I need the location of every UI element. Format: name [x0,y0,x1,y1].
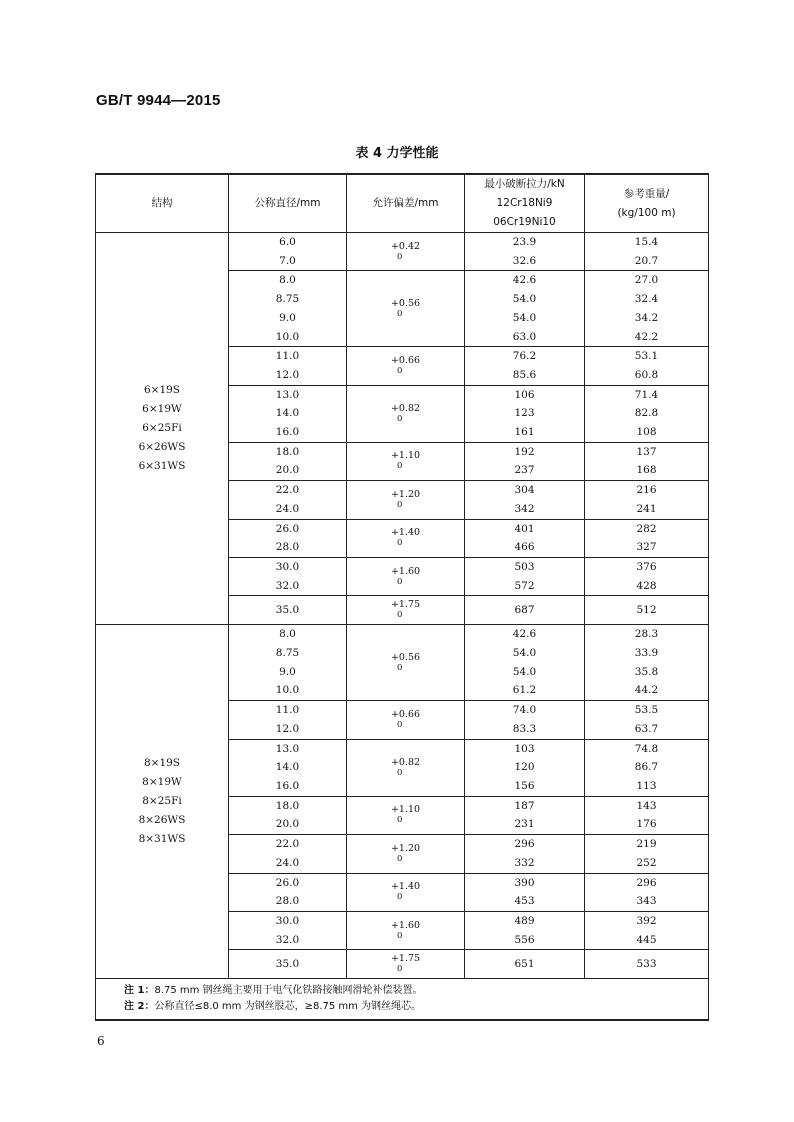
tolerance-value [391,356,420,376]
col-header-structure: 结构 [96,174,229,233]
diameter-cell: 24.0 [229,854,347,873]
breaking-force-cell: 687 [465,596,585,625]
tolerance-upper: +0.66 [390,354,421,366]
tolerance-lower: 0 [396,853,403,864]
breaking-force-cell: 63.0 [465,328,585,347]
structure-label: 8×25Fi [142,795,182,808]
tolerance-value [391,805,420,825]
table-note-1-label: 注 1： [124,985,155,997]
breaking-force-cell: 74.0 [465,701,585,720]
diameter-cell: 18.0 [229,796,347,815]
diameter-cell: 13.0 [229,385,347,404]
diameter-cell: 8.75 [229,644,347,663]
weight-cell: 60.8 [585,366,709,385]
breaking-force-cell: 54.0 [465,309,585,328]
diameter-cell: 11.0 [229,701,347,720]
tolerance-cell [347,625,465,701]
breaking-force-cell: 332 [465,854,585,873]
diameter-cell: 35.0 [229,596,347,625]
breaking-force-cell: 23.9 [465,233,585,252]
breaking-force-cell: 187 [465,796,585,815]
tolerance-cell [347,557,465,595]
tolerance-cell [347,596,465,625]
weight-cell: 20.7 [585,252,709,271]
tolerance-lower: 0 [396,413,403,424]
col-header-weight-line1: 参考重量/ [623,187,670,200]
weight-cell: 74.8 [585,739,709,758]
tolerance-upper: +0.82 [390,402,421,414]
weight-cell: 34.2 [585,309,709,328]
structure-label: 6×19W [142,403,182,416]
table-row [96,233,709,252]
breaking-force-cell: 103 [465,739,585,758]
tolerance-upper: +1.10 [390,804,421,816]
diameter-cell: 30.0 [229,557,347,576]
diameter-cell: 14.0 [229,404,347,423]
breaking-force-cell: 156 [465,777,585,796]
tolerance-lower: 0 [396,815,403,826]
weight-cell: 168 [585,461,709,480]
tolerance-upper: +1.40 [390,527,421,539]
diameter-cell: 20.0 [229,461,347,480]
tolerance-lower: 0 [396,365,403,376]
breaking-force-cell: 342 [465,500,585,519]
weight-cell: 63.7 [585,720,709,739]
tolerance-cell [347,835,465,873]
weight-cell: 15.4 [585,233,709,252]
breaking-force-cell: 83.3 [465,720,585,739]
diameter-cell: 26.0 [229,519,347,538]
weight-cell: 533 [585,950,709,979]
tolerance-upper: +0.42 [390,240,421,252]
tolerance-value [391,404,420,424]
weight-cell: 137 [585,442,709,461]
table-block-6-strand [96,233,709,625]
table-block-8-strand [96,625,709,979]
tolerance-lower: 0 [396,719,403,730]
breaking-force-cell: 42.6 [465,271,585,290]
tolerance-cell [347,481,465,519]
structure-label: 8×26WS [138,814,186,827]
tolerance-value [391,954,420,974]
weight-cell: 252 [585,854,709,873]
tolerance-value [391,299,420,319]
breaking-force-cell: 390 [465,873,585,892]
breaking-force-cell: 54.0 [465,663,585,682]
structure-cell [96,625,229,979]
breaking-force-cell: 76.2 [465,347,585,366]
structure-label: 6×31WS [138,460,186,473]
breaking-force-cell: 85.6 [465,366,585,385]
tolerance-upper: +1.60 [390,565,421,577]
tolerance-lower: 0 [396,892,403,903]
tolerance-upper: +1.60 [390,919,421,931]
diameter-cell: 35.0 [229,950,347,979]
weight-cell: 241 [585,500,709,519]
weight-cell: 27.0 [585,271,709,290]
weight-cell: 176 [585,815,709,834]
structure-label: 6×25Fi [142,422,182,435]
weight-cell: 35.8 [585,663,709,682]
tolerance-upper: +0.66 [390,708,421,720]
breaking-force-cell: 231 [465,815,585,834]
tolerance-lower: 0 [396,610,403,621]
diameter-cell: 14.0 [229,758,347,777]
breaking-force-cell: 237 [465,461,585,480]
weight-cell: 42.2 [585,328,709,347]
weight-cell: 445 [585,931,709,950]
tolerance-cell [347,911,465,949]
breaking-force-cell: 106 [465,385,585,404]
weight-cell: 53.1 [585,347,709,366]
diameter-cell: 18.0 [229,442,347,461]
weight-cell: 86.7 [585,758,709,777]
col-header-force-line2: 12Cr18Ni9 [496,197,553,209]
structure-label: 6×26WS [138,441,186,454]
diameter-cell: 30.0 [229,911,347,930]
weight-cell: 296 [585,873,709,892]
breaking-force-cell: 401 [465,519,585,538]
diameter-cell: 28.0 [229,538,347,557]
breaking-force-cell: 466 [465,538,585,557]
diameter-cell: 7.0 [229,252,347,271]
diameter-cell: 12.0 [229,720,347,739]
col-header-force-line1: 最小破断拉力/kN [484,178,565,190]
weight-cell: 82.8 [585,404,709,423]
mechanical-properties-table [95,173,709,1021]
diameter-cell: 20.0 [229,815,347,834]
tolerance-value [391,710,420,730]
tolerance-upper: +0.56 [390,297,421,309]
breaking-force-cell: 503 [465,557,585,576]
tolerance-cell [347,739,465,796]
tolerance-upper: +1.75 [390,599,421,611]
weight-cell: 71.4 [585,385,709,404]
tolerance-lower: 0 [396,538,403,549]
col-header-tolerance: 允许偏差/mm [347,174,465,233]
tolerance-lower: 0 [396,930,403,941]
diameter-cell: 13.0 [229,739,347,758]
weight-cell: 343 [585,892,709,911]
table-notes [96,979,709,1021]
weight-cell: 216 [585,481,709,500]
tolerance-cell [347,950,465,979]
diameter-cell: 8.75 [229,290,347,309]
diameter-cell: 10.0 [229,328,347,347]
tolerance-value [391,567,420,587]
weight-cell: 32.4 [585,290,709,309]
tolerance-lower: 0 [396,662,403,673]
diameter-cell: 24.0 [229,500,347,519]
breaking-force-cell: 556 [465,931,585,950]
tolerance-value [391,921,420,941]
tolerance-value [391,242,420,262]
breaking-force-cell: 489 [465,911,585,930]
diameter-cell: 6.0 [229,233,347,252]
tolerance-lower: 0 [396,499,403,510]
tolerance-lower: 0 [396,767,403,778]
col-header-diameter: 公称直径/mm [229,174,347,233]
col-header-force-line3: 06Cr19Ni10 [493,216,556,228]
diameter-cell: 26.0 [229,873,347,892]
breaking-force-cell: 161 [465,423,585,442]
tolerance-cell [347,233,465,271]
table-row [96,625,709,644]
table-title: 表 4 力学性能 [355,146,439,161]
weight-cell: 113 [585,777,709,796]
breaking-force-cell: 192 [465,442,585,461]
breaking-force-cell: 120 [465,758,585,777]
diameter-cell: 8.0 [229,271,347,290]
tolerance-value [391,882,420,902]
weight-cell: 282 [585,519,709,538]
table-note-2-text: 公称直径≤8.0 mm 为钢丝股芯，≥8.75 mm 为钢丝绳芯。 [154,1001,422,1013]
tolerance-upper: +1.20 [390,488,421,500]
table-note-1-text: 8.75 mm 钢丝绳主要用于电气化铁路接触网滑轮补偿装置。 [154,985,423,997]
diameter-cell: 16.0 [229,423,347,442]
tolerance-value [391,600,420,620]
tolerance-lower: 0 [396,461,403,472]
structure-label: 8×19W [142,776,182,789]
tolerance-upper: +1.20 [390,842,421,854]
diameter-cell: 32.0 [229,931,347,950]
breaking-force-cell: 61.2 [465,681,585,700]
diameter-cell: 22.0 [229,835,347,854]
tolerance-upper: +1.10 [390,450,421,462]
table-note-1 [124,983,708,999]
tolerance-value [391,451,420,471]
weight-cell: 108 [585,423,709,442]
weight-cell: 53.5 [585,701,709,720]
tolerance-cell [347,385,465,442]
tolerance-lower: 0 [396,964,403,975]
tolerance-cell [347,519,465,557]
weight-cell: 28.3 [585,625,709,644]
col-header-weight [585,174,709,233]
diameter-cell: 28.0 [229,892,347,911]
weight-cell: 219 [585,835,709,854]
tolerance-value [391,844,420,864]
weight-cell: 327 [585,538,709,557]
page-number: 6 [97,1034,105,1048]
weight-cell: 428 [585,577,709,596]
weight-cell: 143 [585,796,709,815]
diameter-cell: 32.0 [229,577,347,596]
breaking-force-cell: 54.0 [465,644,585,663]
tolerance-value [391,490,420,510]
diameter-cell: 8.0 [229,625,347,644]
weight-cell: 44.2 [585,681,709,700]
structure-cell [96,233,229,625]
breaking-force-cell: 651 [465,950,585,979]
structure-label: 8×31WS [138,833,186,846]
diameter-cell: 12.0 [229,366,347,385]
breaking-force-cell: 32.6 [465,252,585,271]
breaking-force-cell: 54.0 [465,290,585,309]
tolerance-upper: +0.82 [390,756,421,768]
tolerance-cell [347,873,465,911]
tolerance-value [391,758,420,778]
tolerance-upper: +1.75 [390,953,421,965]
tolerance-cell [347,442,465,480]
table-note-2 [124,999,708,1015]
tolerance-lower: 0 [396,308,403,319]
tolerance-cell [347,347,465,385]
table-note-2-label: 注 2： [124,1001,155,1013]
tolerance-upper: +0.56 [390,651,421,663]
tolerance-lower: 0 [396,576,403,587]
weight-cell: 33.9 [585,644,709,663]
breaking-force-cell: 304 [465,481,585,500]
tolerance-value [391,653,420,673]
breaking-force-cell: 123 [465,404,585,423]
diameter-cell: 9.0 [229,309,347,328]
tolerance-value [391,528,420,548]
standard-code: GB/T 9944—2015 [96,92,221,109]
tolerance-lower: 0 [396,251,403,262]
diameter-cell: 10.0 [229,681,347,700]
weight-cell: 376 [585,557,709,576]
col-header-weight-line2: (kg/100 m) [617,206,676,219]
diameter-cell: 16.0 [229,777,347,796]
tolerance-cell [347,796,465,834]
diameter-cell: 9.0 [229,663,347,682]
weight-cell: 392 [585,911,709,930]
breaking-force-cell: 42.6 [465,625,585,644]
tolerance-upper: +1.40 [390,881,421,893]
tolerance-cell [347,701,465,739]
diameter-cell: 11.0 [229,347,347,366]
breaking-force-cell: 572 [465,577,585,596]
breaking-force-cell: 453 [465,892,585,911]
col-header-breaking-force [465,174,585,233]
diameter-cell: 22.0 [229,481,347,500]
breaking-force-cell: 296 [465,835,585,854]
structure-label: 6×19S [143,384,181,397]
weight-cell: 512 [585,596,709,625]
tolerance-cell [347,271,465,347]
structure-label: 8×19S [143,757,181,770]
